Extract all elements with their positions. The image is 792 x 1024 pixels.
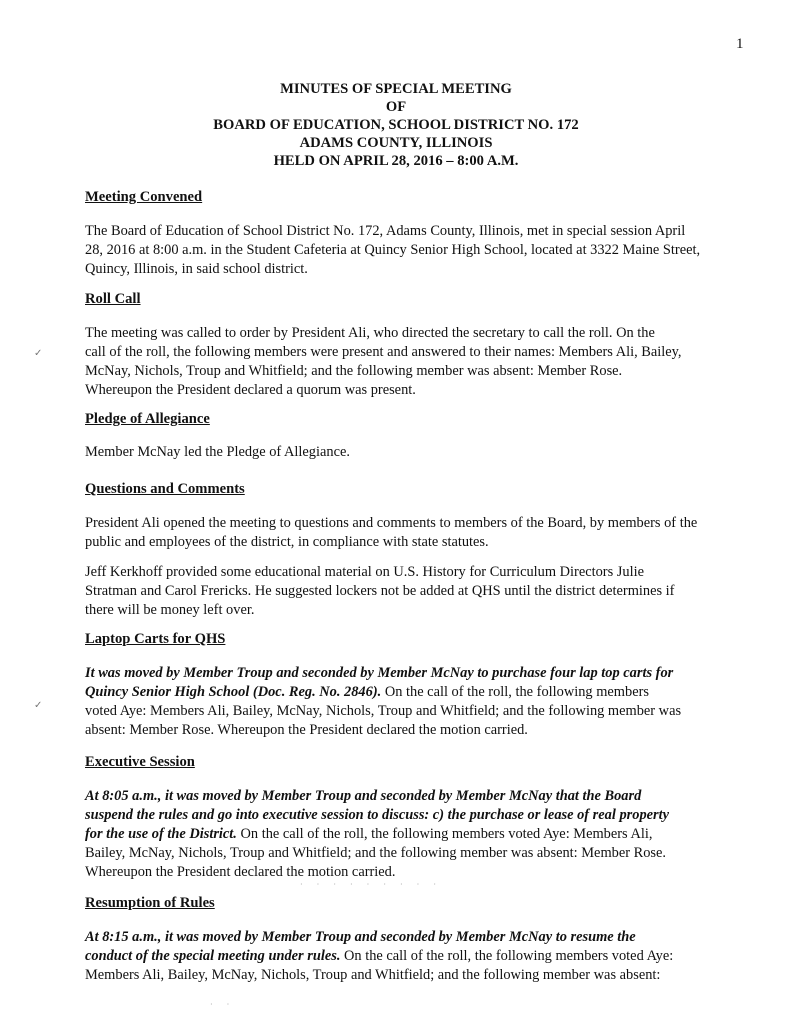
scan-speckle: · · · · · · · · · xyxy=(300,880,442,889)
title-line: HELD ON APRIL 28, 2016 – 8:00 A.M. xyxy=(273,153,519,169)
text-line: 28, 2016 at 8:00 a.m. in the Student Cafeteria at Quincy Senior High School, located at 3322 Maine Street, xyxy=(85,242,701,258)
text-line: Member McNay led the Pledge of Allegiance. xyxy=(85,444,350,460)
section-heading-executive-session: Executive Session xyxy=(85,754,195,770)
text-line: The Board of Education of School District No. 172, Adams County, Illinois, met in special session April xyxy=(85,223,686,239)
text-line: On the call of the roll, the following members voted Aye: Members Ali, xyxy=(236,826,653,842)
text-line: Jeff Kerkhoff provided some educational material on U.S. History for Curriculum Directors Julie xyxy=(85,564,644,580)
paragraph-meeting-convened xyxy=(85,222,717,279)
text-line: there will be money left over. xyxy=(85,602,255,618)
section-heading-resumption: Resumption of Rules xyxy=(85,895,215,911)
paragraph-questions-2 xyxy=(85,563,717,620)
text-line: voted Aye: Members Ali, Bailey, McNay, Nichols, Troup and Whitfield; and the following member was xyxy=(85,703,682,719)
text-line: Members Ali, Bailey, McNay, Nichols, Troup and Whitfield; and the following member was absent: xyxy=(85,967,661,983)
paragraph-resumption xyxy=(85,928,717,985)
paragraph-questions-1 xyxy=(85,514,717,552)
paragraph-executive-session xyxy=(85,787,717,882)
text-line: On the call of the roll, the following members xyxy=(381,684,649,700)
section-heading-meeting-convened: Meeting Convened xyxy=(85,189,203,205)
motion-text: It was moved by Member Troup and seconded by Member McNay to purchase four lap top carts for xyxy=(85,665,674,681)
section-heading-roll-call: Roll Call xyxy=(85,291,141,307)
section-heading-pledge: Pledge of Allegiance xyxy=(85,411,210,427)
motion-text: At 8:05 a.m., it was moved by Member Troup and seconded by Member McNay that the Board xyxy=(85,788,642,804)
text-line: call of the roll, the following members were present and answered to their names: Members Ali, Bailey, xyxy=(85,344,682,360)
motion-text: At 8:15 a.m., it was moved by Member Troup and seconded by Member McNay to resume the xyxy=(85,929,636,945)
title-line: ADAMS COUNTY, ILLINOIS xyxy=(299,135,493,151)
page-number: 1 xyxy=(736,36,744,52)
text-line: public and employees of the district, in compliance with state statutes. xyxy=(85,534,489,550)
scan-mark: ✓ xyxy=(34,700,43,711)
paragraph-pledge xyxy=(85,443,717,462)
scan-mark: ✓ xyxy=(34,348,43,359)
paragraph-laptop-carts xyxy=(85,664,717,740)
text-line: Whereupon the President declared the motion carried. xyxy=(85,864,396,880)
scan-speckle: · · xyxy=(210,1000,236,1009)
text-line: Bailey, McNay, Nichols, Troup and Whitfield; and the following member was absent: Member Rose. xyxy=(85,845,666,861)
text-line: McNay, Nichols, Troup and Whitfield; and the following member was absent: Member Rose. xyxy=(85,363,623,379)
section-heading-laptop-carts: Laptop Carts for QHS xyxy=(85,631,226,647)
motion-text: conduct of the special meeting under rules. xyxy=(85,948,341,964)
title-line: BOARD OF EDUCATION, SCHOOL DISTRICT NO. 172 xyxy=(213,117,579,133)
motion-text: suspend the rules and go into executive session to discuss: c) the purchase or lease of real property xyxy=(85,807,670,823)
title-line: MINUTES OF SPECIAL MEETING xyxy=(280,81,512,97)
text-line: The meeting was called to order by President Ali, who directed the secretary to call the roll. On the xyxy=(85,325,655,341)
paragraph-roll-call xyxy=(85,324,717,400)
text-line: absent: Member Rose. Whereupon the President declared the motion carried. xyxy=(85,722,528,738)
text-line: Whereupon the President declared a quorum was present. xyxy=(85,382,416,398)
section-heading-questions: Questions and Comments xyxy=(85,481,245,497)
motion-text: for the use of the District. xyxy=(85,826,237,842)
title-line: OF xyxy=(385,99,407,115)
text-line: President Ali opened the meeting to questions and comments to members of the Board, by members of the xyxy=(85,515,698,531)
text-line: On the call of the roll, the following members voted Aye: xyxy=(340,948,674,964)
document-title xyxy=(0,80,792,170)
motion-text: Quincy Senior High School (Doc. Reg. No. 2846). xyxy=(85,684,382,700)
text-line: Quincy, Illinois, in said school district. xyxy=(85,261,308,277)
text-line: Stratman and Carol Frericks. He suggested lockers not be added at QHS until the district determines if xyxy=(85,583,675,599)
